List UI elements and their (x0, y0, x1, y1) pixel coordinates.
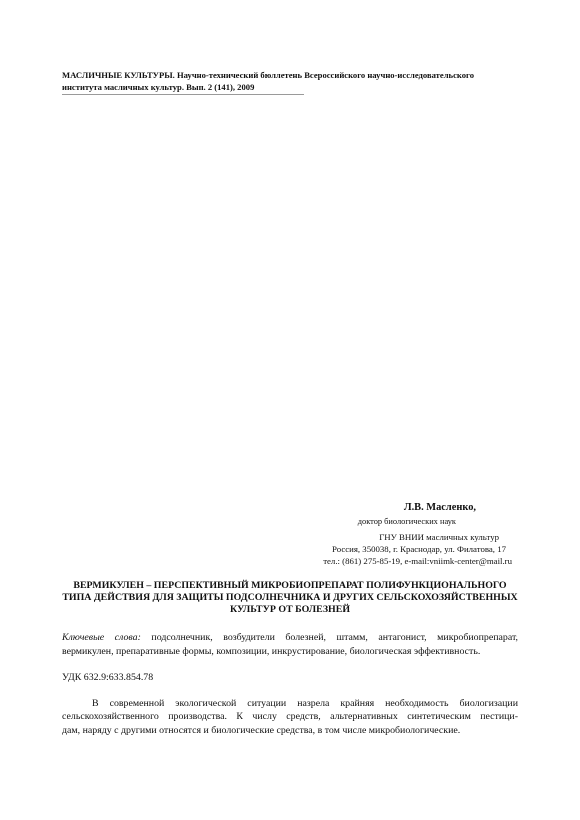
affiliation-contact-line: тел.: (861) 275-85-19, e-mail:vniimk-center@mail.ru (323, 556, 512, 566)
journal-header-line: института масличных культур. Вып. 2 (141), 2009 (62, 82, 255, 92)
author-block (280, 501, 512, 527)
article-title (62, 580, 518, 617)
body-paragraph (62, 697, 518, 737)
body-line: В современной экологической ситуации назрела крайняя необходимость биологизации (92, 698, 518, 709)
article-title-line: ВЕРМИКУЛЕН – ПЕРСПЕКТИВНЫЙ МИКРОБИОПРЕПАРАТ ПОЛИФУНКЦИОНАЛЬНОГО (73, 580, 507, 591)
affiliation-line: Россия, 350038, г. Краснодар, ул. Филатова, 17 (332, 544, 506, 554)
author-name: Л.В. Масленко, (403, 502, 476, 513)
keywords-text: подсолнечник, возбудители болезней, штамм, антагонист, микробиопрепарат, (151, 632, 518, 643)
keywords-line (62, 631, 518, 645)
affiliation-line: ГНУ ВНИИ масличных культур (379, 532, 499, 542)
body-line: сельскохозяйственного производства. К числу средств, альтернативных синтетическим пестици- (62, 711, 518, 723)
article-title-line: ТИПА ДЕЙСТВИЯ ДЛЯ ЗАЩИТЫ ПОДСОЛНЕЧНИКА И ДРУГИХ СЕЛЬСКОХОЗЯЙСТВЕННЫХ (62, 592, 518, 604)
keywords-label: Ключевые слова: (62, 632, 141, 643)
journal-header-line: МАСЛИЧНЫЕ КУЛЬТУРЫ. Научно-технический бюллетень Всероссийского научно-исследовательского (62, 70, 475, 80)
author-affiliation (252, 531, 512, 567)
keywords-line: вермикулен, препаративные формы, композиции, инкрустирование, биологическая эффективность. (62, 645, 481, 657)
author-degree: доктор биологических наук (357, 517, 456, 526)
article-title-line: КУЛЬТУР ОТ БОЛЕЗНЕЙ (230, 604, 350, 616)
udc-code: УДК 632.9:633.854.78 (62, 672, 154, 683)
journal-header (62, 69, 522, 93)
body-line: дам, наряду с другими относятся и биологические средства, в том числе микробиологические. (62, 724, 461, 736)
header-divider (62, 94, 304, 95)
keywords-paragraph (62, 631, 518, 658)
